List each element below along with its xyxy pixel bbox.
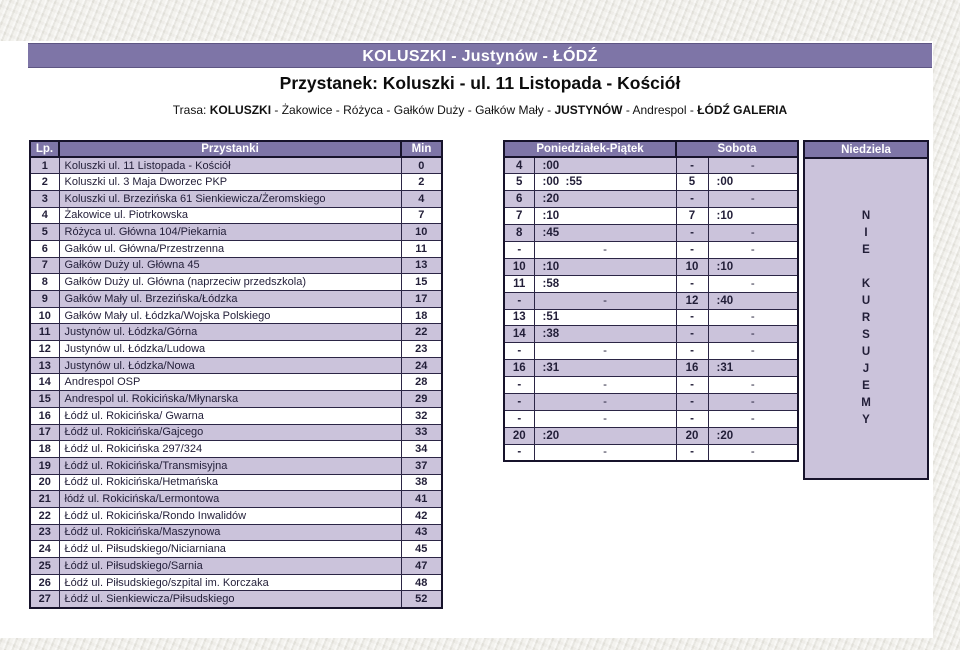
time-row (504, 309, 798, 326)
stop-number: 27 (30, 591, 59, 608)
stop-row (30, 274, 442, 291)
saturday-minutes: - (708, 309, 798, 326)
stop-row (30, 491, 442, 508)
saturday-hour: 20 (676, 427, 708, 444)
stop-row (30, 457, 442, 474)
time-row (504, 275, 798, 292)
weekday-hour: - (504, 410, 534, 427)
stop-travel-minutes: 52 (401, 591, 442, 608)
saturday-minutes: :40 (708, 292, 798, 309)
weekday-hour: 8 (504, 225, 534, 242)
stop-row (30, 224, 442, 241)
weekday-hour: 5 (504, 174, 534, 191)
stop-number: 8 (30, 274, 59, 291)
stop-row (30, 391, 442, 408)
stop-name: Łódź ul. Piłsudskiego/Sarnia (59, 558, 401, 575)
weekday-minutes: :00 (534, 157, 676, 174)
time-row (504, 427, 798, 444)
stop-name: Gałków ul. Główna/Przestrzenna (59, 240, 401, 257)
stop-name: Gałków Duży ul. Główna 45 (59, 257, 401, 274)
sunday-note-letter: E (862, 244, 870, 256)
route-segment: ŁÓDŹ GALERIA (697, 103, 788, 117)
saturday-hour: - (676, 191, 708, 208)
saturday-minutes: - (708, 410, 798, 427)
saturday-hour: - (676, 157, 708, 174)
stop-row (30, 190, 442, 207)
stop-row (30, 524, 442, 541)
stop-number: 18 (30, 441, 59, 458)
saturday-minutes: :10 (708, 258, 798, 275)
stop-name: Koluszki ul. 11 Listopada - Kościół (59, 157, 401, 174)
weekday-minutes: :20 (534, 191, 676, 208)
stop-name: Gałków Duży ul. Główna (naprzeciw przedszkola) (59, 274, 401, 291)
route-description (0, 103, 960, 117)
stop-row (30, 357, 442, 374)
weekday-hour: 6 (504, 191, 534, 208)
stop-row (30, 374, 442, 391)
weekday-minutes: - (534, 444, 676, 461)
stop-travel-minutes: 38 (401, 474, 442, 491)
stop-row (30, 541, 442, 558)
weekday-minutes: :00 :55 (534, 174, 676, 191)
weekday-hour: - (504, 377, 534, 394)
time-row (504, 377, 798, 394)
stop-name: Koluszki ul. Brzezińska 61 Sienkiewicza/Żeromskiego (59, 190, 401, 207)
stop-name: Gałków Mały ul. Brzezińska/Łódzka (59, 291, 401, 308)
time-row (504, 343, 798, 360)
stop-row (30, 424, 442, 441)
saturday-minutes: - (708, 326, 798, 343)
saturday-hour: 5 (676, 174, 708, 191)
stop-name: Łódź ul. Rokicińska/Transmisyjna (59, 457, 401, 474)
sunday-note-letter: R (861, 312, 871, 324)
weekday-minutes: - (534, 343, 676, 360)
time-row (504, 241, 798, 258)
saturday-hour: - (676, 410, 708, 427)
stop-travel-minutes: 24 (401, 357, 442, 374)
weekday-minutes: - (534, 393, 676, 410)
sunday-note-letter: Y (862, 414, 870, 426)
weekday-minutes: - (534, 241, 676, 258)
stop-number: 15 (30, 391, 59, 408)
col-header-przystanki: Przystanki (59, 141, 401, 157)
weekday-hour: - (504, 343, 534, 360)
stop-row (30, 157, 442, 174)
saturday-minutes: - (708, 191, 798, 208)
saturday-minutes: :20 (708, 427, 798, 444)
sunday-note-letter: U (861, 295, 871, 307)
saturday-hour: 16 (676, 360, 708, 377)
route-segment: Trasa: (172, 103, 210, 117)
weekday-hour: 11 (504, 275, 534, 292)
stop-row (30, 341, 442, 358)
stop-row (30, 574, 442, 591)
time-row (504, 360, 798, 377)
stop-number: 19 (30, 457, 59, 474)
stop-travel-minutes: 0 (401, 157, 442, 174)
stop-name: Różyca ul. Główna 104/Piekarnia (59, 224, 401, 241)
stop-travel-minutes: 2 (401, 174, 442, 191)
stop-number: 26 (30, 574, 59, 591)
stop-travel-minutes: 43 (401, 524, 442, 541)
saturday-minutes: - (708, 343, 798, 360)
stop-travel-minutes: 15 (401, 274, 442, 291)
saturday-hour: - (676, 343, 708, 360)
time-row (504, 258, 798, 275)
sunday-note-letter: U (861, 346, 871, 358)
saturday-minutes: :00 (708, 174, 798, 191)
saturday-hour: - (676, 377, 708, 394)
stop-travel-minutes: 37 (401, 457, 442, 474)
stop-travel-minutes: 28 (401, 374, 442, 391)
weekday-hour: - (504, 444, 534, 461)
stop-name: Justynów ul. Łódzka/Górna (59, 324, 401, 341)
stop-travel-minutes: 41 (401, 491, 442, 508)
col-header-monfri: Poniedziałek-Piątek (504, 141, 676, 157)
stop-number: 13 (30, 357, 59, 374)
stop-travel-minutes: 32 (401, 407, 442, 424)
stop-name: Justynów ul. Łódzka/Nowa (59, 357, 401, 374)
stop-name: Łódź ul. Rokicińska/ Gwarna (59, 407, 401, 424)
sunday-column (803, 140, 929, 480)
time-row (504, 191, 798, 208)
weekday-hour: 14 (504, 326, 534, 343)
route-segment: KOLUSZKI (209, 103, 272, 117)
stop-name: Łódź ul. Piłsudskiego/Niciarniana (59, 541, 401, 558)
stop-travel-minutes: 22 (401, 324, 442, 341)
stop-number: 24 (30, 541, 59, 558)
stop-travel-minutes: 13 (401, 257, 442, 274)
stop-travel-minutes: 45 (401, 541, 442, 558)
stop-row (30, 558, 442, 575)
departure-times-table (503, 140, 799, 462)
route-segment: JUSTYNÓW (554, 103, 623, 117)
stop-name: Żakowice ul. Piotrkowska (59, 207, 401, 224)
stop-title: Przystanek: Koluszki - ul. 11 Listopada - Kościół (279, 73, 681, 93)
stop-travel-minutes: 33 (401, 424, 442, 441)
saturday-hour: - (676, 326, 708, 343)
saturday-hour: - (676, 444, 708, 461)
stop-name: Łódź ul. Sienkiewicza/Piłsudskiego (59, 591, 401, 608)
sunday-note-letter: S (862, 329, 870, 341)
weekday-minutes: :45 (534, 225, 676, 242)
stop-row (30, 324, 442, 341)
weekday-minutes: :10 (534, 258, 676, 275)
saturday-hour: - (676, 309, 708, 326)
time-row (504, 326, 798, 343)
stop-name: Łódź ul. Rokicińska/Rondo Inwalidów (59, 507, 401, 524)
weekday-minutes: :51 (534, 309, 676, 326)
sunday-note-letter: K (861, 278, 871, 290)
saturday-hour: 7 (676, 208, 708, 225)
stop-row (30, 174, 442, 191)
col-header-lp: Lp. (30, 141, 59, 157)
weekday-minutes: - (534, 410, 676, 427)
sunday-note-letter: I (864, 227, 868, 239)
stop-number: 23 (30, 524, 59, 541)
stop-name: łódź ul. Rokicińska/Lermontowa (59, 491, 401, 508)
stop-number: 16 (30, 407, 59, 424)
weekday-minutes: :20 (534, 427, 676, 444)
stop-row (30, 207, 442, 224)
weekday-minutes: :31 (534, 360, 676, 377)
stop-travel-minutes: 34 (401, 441, 442, 458)
stop-row (30, 407, 442, 424)
stop-number: 17 (30, 424, 59, 441)
stop-travel-minutes: 23 (401, 341, 442, 358)
time-row (504, 292, 798, 309)
times-header-row (504, 141, 798, 157)
weekday-hour: - (504, 292, 534, 309)
stop-row (30, 291, 442, 308)
stop-name: Andrespol OSP (59, 374, 401, 391)
stops-table-body (30, 157, 442, 608)
time-row (504, 410, 798, 427)
weekday-hour: - (504, 241, 534, 258)
stop-name: Koluszki ul. 3 Maja Dworzec PKP (59, 174, 401, 191)
saturday-hour: - (676, 241, 708, 258)
stop-travel-minutes: 18 (401, 307, 442, 324)
col-header-min: Min (401, 141, 442, 157)
stop-number: 6 (30, 240, 59, 257)
stop-number: 12 (30, 341, 59, 358)
stop-name: Łódź ul. Rokicińska 297/324 (59, 441, 401, 458)
stop-row (30, 507, 442, 524)
weekday-hour: 20 (504, 427, 534, 444)
stop-number: 1 (30, 157, 59, 174)
stop-number: 20 (30, 474, 59, 491)
saturday-hour: - (676, 393, 708, 410)
route-segment: - Żakowice - Różyca - Gałków Duży - Gałków Mały - (274, 103, 555, 117)
saturday-minutes: - (708, 393, 798, 410)
saturday-minutes: - (708, 157, 798, 174)
stop-travel-minutes: 17 (401, 291, 442, 308)
weekday-hour: 16 (504, 360, 534, 377)
stop-name: Andrespol ul. Rokicińska/Młynarska (59, 391, 401, 408)
stop-name: Łódź ul. Rokicińska/Maszynowa (59, 524, 401, 541)
saturday-minutes: - (708, 444, 798, 461)
stop-number: 25 (30, 558, 59, 575)
stop-number: 4 (30, 207, 59, 224)
stop-number: 3 (30, 190, 59, 207)
saturday-minutes: - (708, 241, 798, 258)
weekday-hour: 13 (504, 309, 534, 326)
times-table-body (504, 157, 798, 461)
weekday-minutes: :10 (534, 208, 676, 225)
stop-number: 22 (30, 507, 59, 524)
saturday-minutes: :10 (708, 208, 798, 225)
saturday-minutes: - (708, 225, 798, 242)
stop-travel-minutes: 42 (401, 507, 442, 524)
saturday-hour: 12 (676, 292, 708, 309)
weekday-hour: 4 (504, 157, 534, 174)
weekday-minutes: :38 (534, 326, 676, 343)
col-header-saturday: Sobota (676, 141, 798, 157)
stop-travel-minutes: 7 (401, 207, 442, 224)
sunday-note-letter: E (862, 380, 870, 392)
stop-number: 11 (30, 324, 59, 341)
stop-row (30, 474, 442, 491)
stop-travel-minutes: 10 (401, 224, 442, 241)
weekday-hour: 7 (504, 208, 534, 225)
stop-row (30, 441, 442, 458)
time-row (504, 393, 798, 410)
route-title: KOLUSZKI - Justynów - ŁÓDŹ (362, 48, 598, 65)
time-row (504, 174, 798, 191)
stop-number: 21 (30, 491, 59, 508)
route-segment: - Andrespol - (625, 103, 698, 117)
stop-number: 2 (30, 174, 59, 191)
stop-travel-minutes: 11 (401, 240, 442, 257)
stop-name: Gałków Mały ul. Łódzka/Wojska Polskiego (59, 307, 401, 324)
stop-travel-minutes: 4 (401, 190, 442, 207)
stops-header-row (30, 141, 442, 157)
stop-name: Łódź ul. Piłsudskiego/szpital im. Korczaka (59, 574, 401, 591)
stop-number: 7 (30, 257, 59, 274)
time-row (504, 444, 798, 461)
stop-name: Justynów ul. Łódzka/Ludowa (59, 341, 401, 358)
stop-travel-minutes: 48 (401, 574, 442, 591)
saturday-minutes: - (708, 275, 798, 292)
weekday-minutes: - (534, 292, 676, 309)
route-title-bar (28, 43, 932, 68)
weekday-hour: - (504, 393, 534, 410)
weekday-minutes: - (534, 377, 676, 394)
stop-row (30, 257, 442, 274)
stop-name: Łódź ul. Rokicińska/Gajcego (59, 424, 401, 441)
time-row (504, 225, 798, 242)
weekday-minutes: :58 (534, 275, 676, 292)
stop-travel-minutes: 47 (401, 558, 442, 575)
sunday-note-letter: M (861, 397, 871, 409)
saturday-minutes: :31 (708, 360, 798, 377)
stops-table (29, 140, 443, 609)
saturday-hour: 10 (676, 258, 708, 275)
stop-number: 5 (30, 224, 59, 241)
sunday-note-letter: J (862, 363, 870, 375)
stop-row (30, 591, 442, 608)
stop-number: 10 (30, 307, 59, 324)
stop-travel-minutes: 29 (401, 391, 442, 408)
stop-name: Łódź ul. Rokicińska/Hetmańska (59, 474, 401, 491)
stop-number: 14 (30, 374, 59, 391)
stop-row (30, 240, 442, 257)
sunday-note-letter: N (861, 210, 871, 222)
saturday-hour: - (676, 225, 708, 242)
saturday-hour: - (676, 275, 708, 292)
stop-row (30, 307, 442, 324)
weekday-hour: 10 (504, 258, 534, 275)
sunday-no-service-note (805, 159, 927, 478)
saturday-minutes: - (708, 377, 798, 394)
time-row (504, 208, 798, 225)
time-row (504, 157, 798, 174)
col-header-sunday: Niedziela (805, 142, 927, 159)
stop-number: 9 (30, 291, 59, 308)
